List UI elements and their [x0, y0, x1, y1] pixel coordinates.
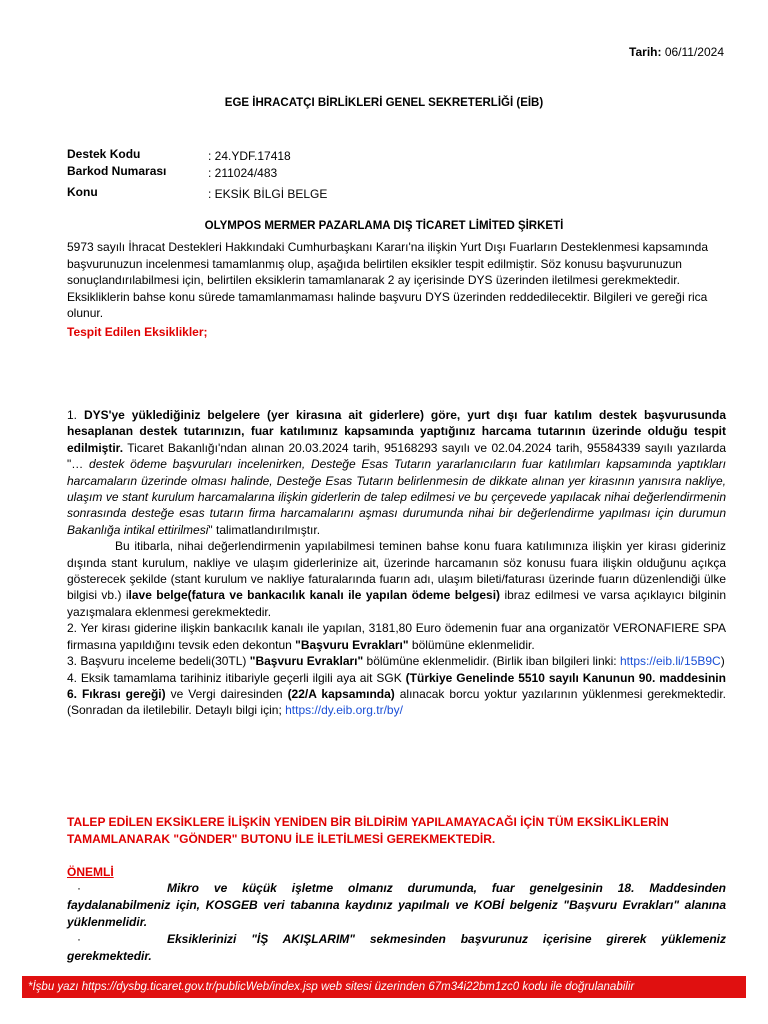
deficiency-list	[67, 407, 726, 719]
item-4: 4. Eksik tamamlama tarihiniz itibariyle geçerli ilgili aya ait SGK (Türkiye Genelinde 5510 sayılı Kanunun 90. maddesinin 6. Fıkrası gereği) ve Vergi dairesinden (22/A kapsamında) alınacak borcu yoktur yazılarının yüklenmesi gerekmektedir. (Sonradan da iletilebilir. Detaylı bilgi için; https://dy.eib.org.tr/by/	[67, 670, 727, 718]
date-value: 06/11/2024	[664, 45, 724, 59]
barkod-label: Barkod Numarası	[67, 164, 167, 178]
bullet-icon: ·	[77, 932, 81, 946]
item-1: 1. DYS'ye yüklediğiniz belgelere (yer kirasına ait giderlere) göre, yurt dışı fuar katılım destek başvurusunda hesaplanan destek tutarınızın, fuar katılımınız kapsamında yaptığınız harcama tutarının üzerinde olduğu tespit edilmiştir. Ticaret Bakanlığı'ndan alınan 20.03.2024 tarih, 95168293 sayılı ve 02.04.2024 tarih, 95584339 sayılı yazılarda "… destek ödeme başvuruları incelenirken, Desteğe Esas Tutarın yararlanıcıların fuar katılımları kapsamında yaptıkları harcamaların üzerinde olması halinde, Desteğe Esas Tutarın belirlenmesin de dikkate alınan yer kirasının yanısıra nakliye, ulaşım ve stant kurulum harcamalarına ilişkin giderlerin de talep edilmesi ve bu çerçevede yapılacak nihai değerlendirmenin sonrasında desteğe esas tutarın firma harcamalarını aşması durumunda nihai bir değerlendirme yapılması için durumun Bakanlığa intikal ettirilmesi" talimatlandırılmıştır.	[67, 408, 727, 537]
company-name: OLYMPOS MERMER PAZARLAMA DIŞ TİCARET LİMİTED ŞİRKETİ	[204, 220, 564, 232]
important-notes	[67, 880, 726, 965]
destek-kodu-value: : 24.YDF.17418	[208, 149, 291, 163]
onemli-heading: ÖNEMLİ	[67, 865, 114, 879]
item-1-continued: Bu itibarla, nihai değerlendirmenin yapılabilmesi teminen bahse konu fuara katılımınıza ilişkin yer kirası gideriniz dışında stant kurulum, nakliye ve ulaşım giderlerinize ait, üzerinde harcamanın söz konusu fuara ilişkin olduğunu açıkça gösterecek şekilde (stant kurulum ve nakliye faturalarında fuarın adı, ulaşım bileti/faturası üzerinde fuarın düzenlendiği ülke bilgisi vb.) ilave belge(fatura ve bankacılık kanalı ile yapılan ödeme belgesi) ibraz edilmesi ve varsa açıklayıcı bilginin yazışmalara eklenmesi gerekmektedir.	[67, 539, 726, 619]
destek-kodu-label: Destek Kodu	[67, 147, 141, 161]
item-2: 2. Yer kirası giderine ilişkin bankacılık kanalı ile yapılan, 3181,80 Euro ödemenin fuar ana organizatör VERONAFIERE SPA firmasına yapıldığını tevsik eden dekontun "Başvuru Evrakları" bölümüne eklenmelidir.	[67, 621, 726, 652]
tespit-heading: Tespit Edilen Eksiklikler;	[67, 325, 208, 339]
intro-paragraph: 5973 sayılı İhracat Destekleri Hakkındaki Cumhurbaşkanı Kararı'na ilişkin Yurt Dışı Fuarların Desteklenmesi kapsamında başvurunuzun incelenmesi tamamlanmış olup, aşağıda belirtilen eksikler tespit edilmiştir. Söz konusu başvurunuzun sonuçlandırılabilmesi için, belirtilen eksiklerin tamamlanarak 2 ay içerisinde DYS üzerinden iletilmesi gerekmektedir. Eksikliklerin bahse konu sürede tamamlanmaması halinde başvuru DYS üzerinden reddedilecektir. Bilgileri ve gereği rica olunur.	[67, 240, 709, 320]
konu-label: Konu	[67, 185, 98, 199]
iban-link[interactable]: https://eib.li/15B9C	[619, 654, 721, 669]
detail-link[interactable]: https://dy.eib.org.tr/by/	[285, 703, 403, 718]
document-heading: EGE İHRACATÇI BİRLİKLERİ GENEL SEKRETERLİĞİ (EİB)	[224, 97, 544, 109]
verification-footer: *İşbu yazı https://dysbg.ticaret.gov.tr/publicWeb/index.jsp web sitesi üzerinden 67m34i22bm1zc0 kodu ile doğrulanabilir	[22, 976, 746, 998]
note-item: · Eksiklerinizi "İŞ AKIŞLARIM" sekmesinden başvurunuz içerisine girerek yüklemeniz gerekmektedir.	[67, 932, 726, 963]
barkod-value: : 211024/483	[208, 166, 278, 180]
note-item: · Mikro ve küçük işletme olmanız durumunda, fuar genelgesinin 18. Maddesinden faydalanabilmeniz için, KOSGEB veri tabanına kaydınız yapılmalı ve KOBİ belgeniz "Başvuru Evrakları" alanına yüklenmelidir.	[67, 881, 726, 929]
date-line	[629, 45, 724, 59]
konu-value: : EKSİK BİLGİ BELGE	[208, 187, 328, 201]
item-3: 3. Başvuru inceleme bedeli(30TL) "Başvuru Evrakları" bölümüne eklenmelidir. (Birlik iban bilgileri linki: https://eib.li/15B9C)	[67, 654, 725, 669]
warning-notice: TALEP EDİLEN EKSİKLERE İLİŞKİN YENİDEN BİR BİLDİRİM YAPILAMAYACAĞI İÇİN TÜM EKSİKLİKLERİN TAMAMLANARAK "GÖNDER" BUTONU İLE İLETİLMESİ GEREKMEKTEDİR.	[67, 815, 669, 846]
bullet-icon: ·	[77, 881, 81, 895]
date-label: Tarih:	[629, 45, 662, 59]
